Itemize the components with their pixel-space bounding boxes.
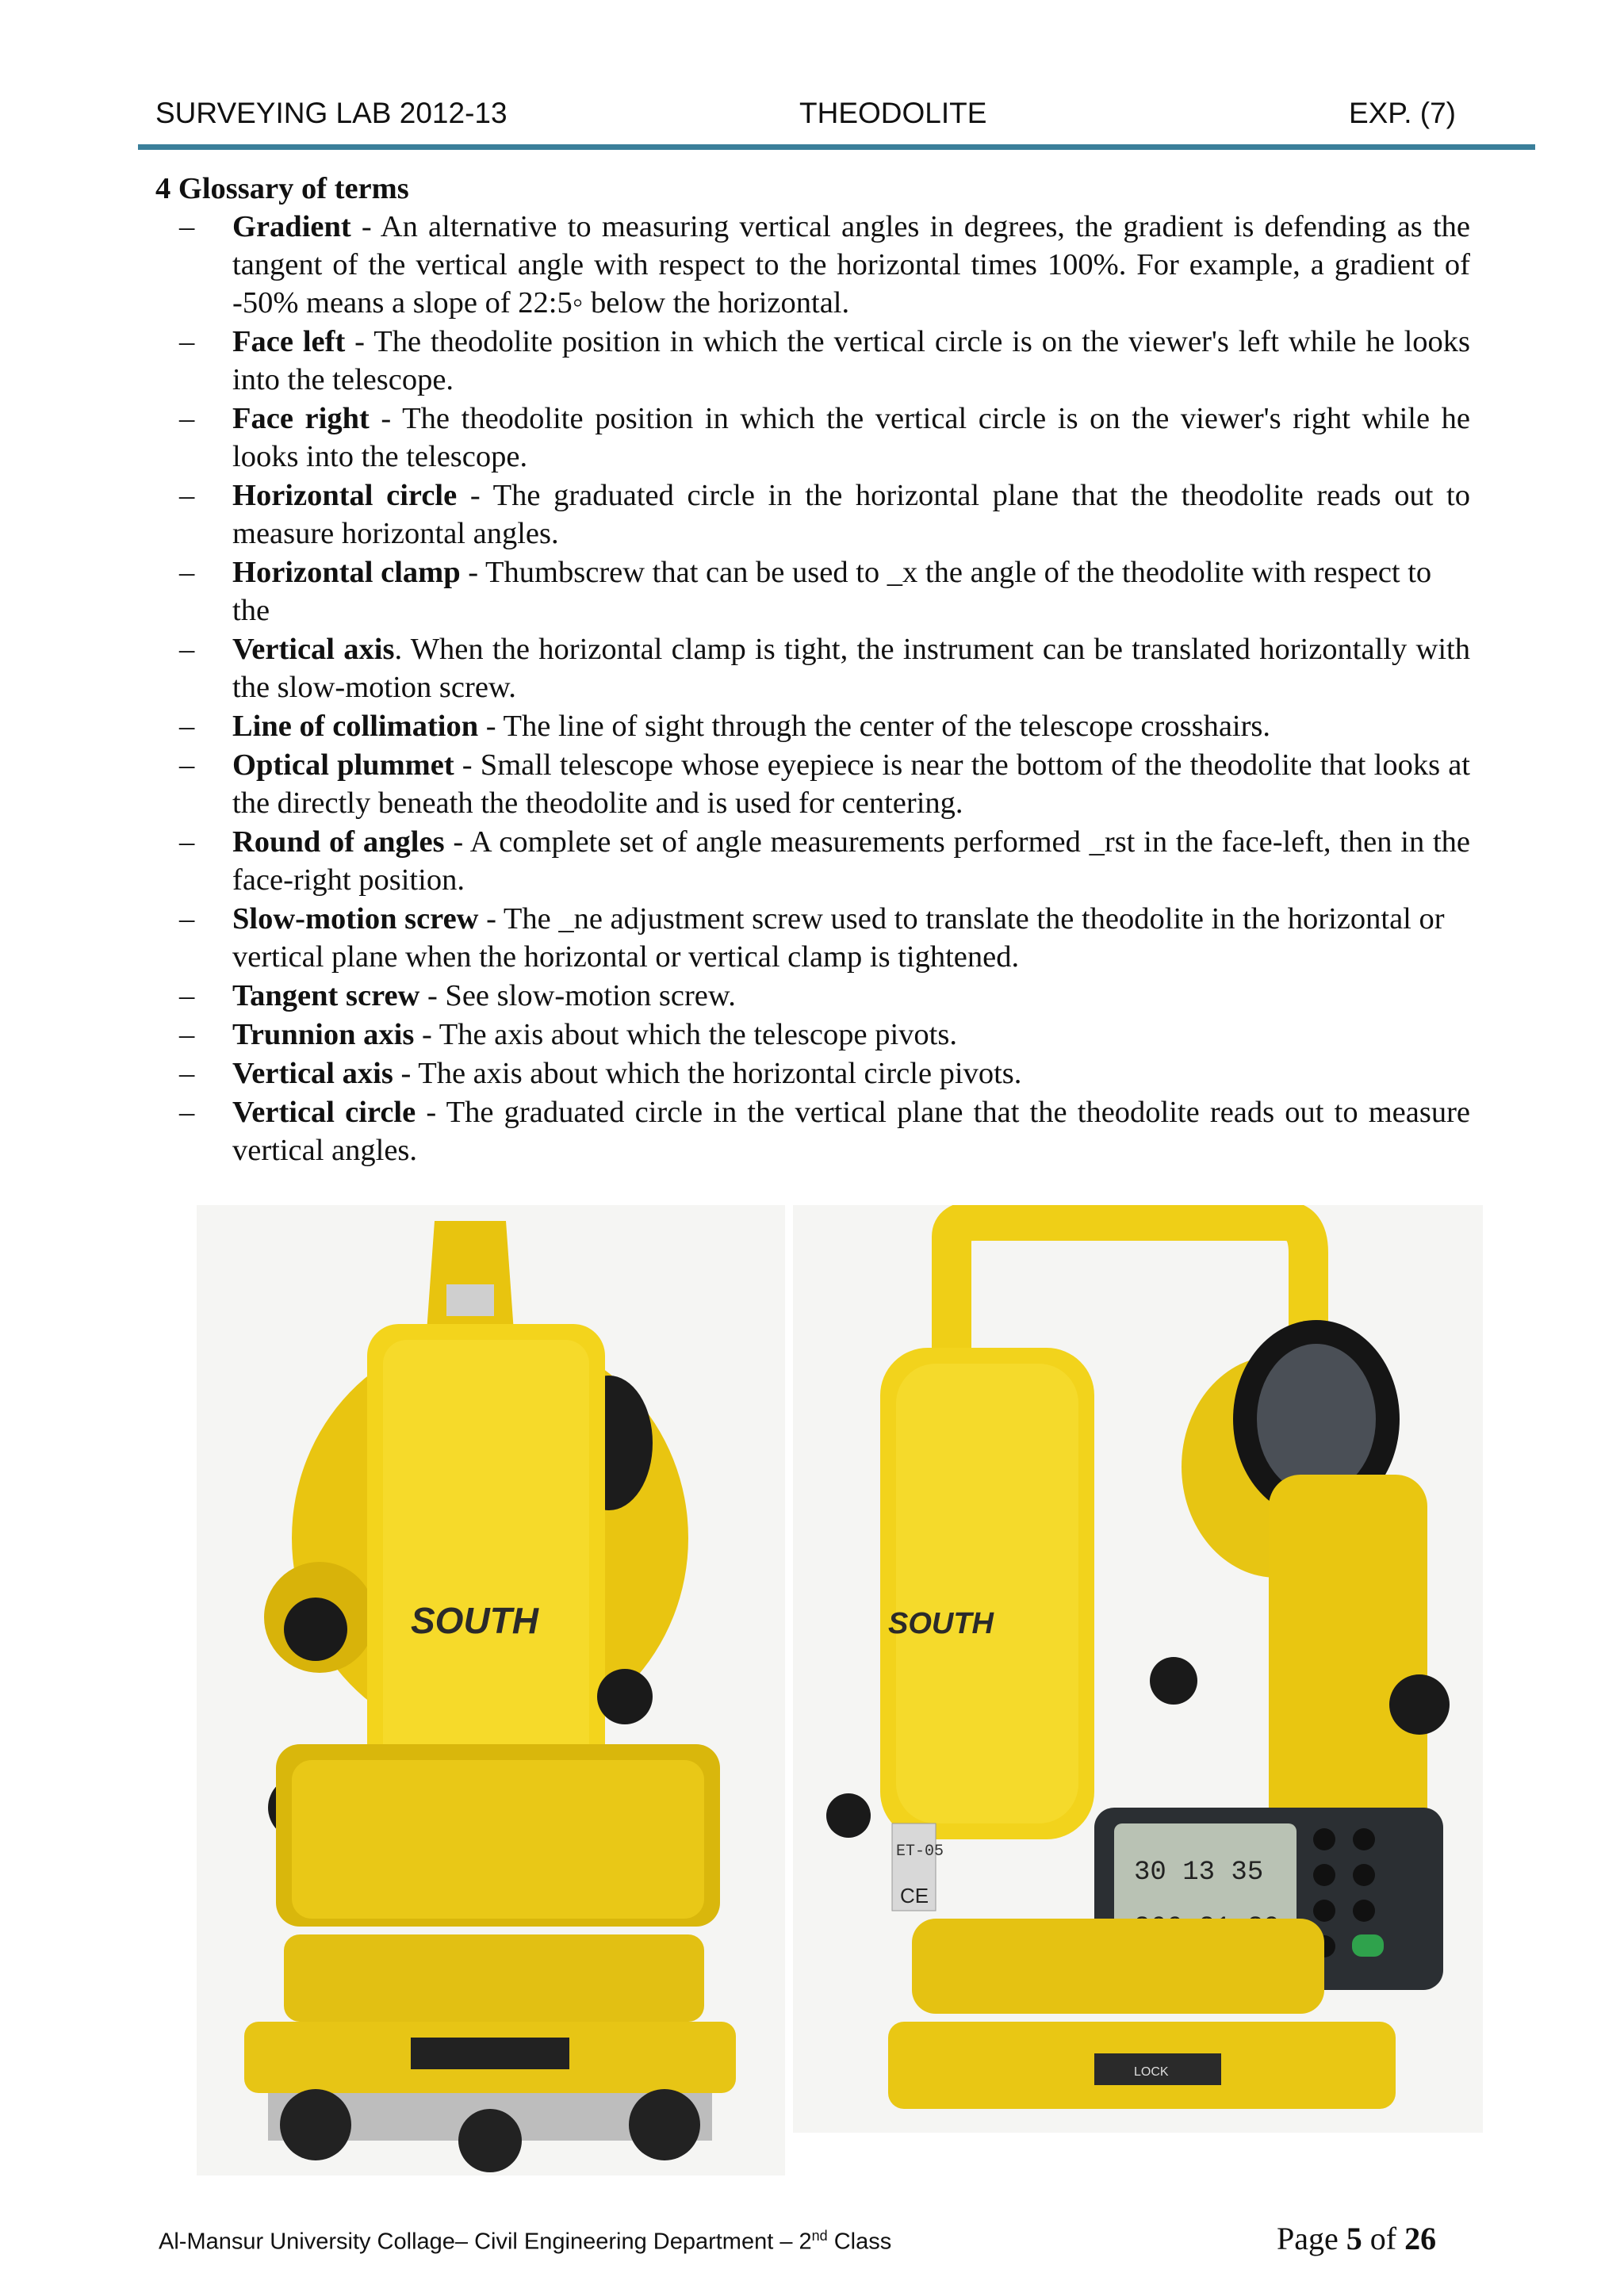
list-dash: – xyxy=(179,402,195,435)
glossary-definition: - A complete set of angle measurements performed _rst in the face-left, then in the face-right position. xyxy=(232,825,1470,897)
header-experiment: EXP. (7) xyxy=(1348,97,1456,129)
theodolite-photo-back xyxy=(197,1205,785,2175)
footer-institution xyxy=(159,2228,891,2256)
glossary-list xyxy=(155,208,1470,1169)
glossary-item xyxy=(155,1054,1470,1093)
header-rule xyxy=(138,144,1535,150)
glossary-item xyxy=(155,1093,1470,1169)
glossary-definition: - The _ne adjustment screw used to translate the theodolite in the horizontal or vertical plane when the horizontal or vertical clamp is tightened. xyxy=(232,902,1445,974)
glossary-term: Round of angles xyxy=(232,825,445,859)
glossary-definition: - The theodolite position in which the vertical circle is on the viewer's left while he looks into the telescope. xyxy=(232,325,1470,396)
glossary-definition: - An alternative to measuring vertical angles in degrees, the gradient is defending as the tangent of the vertical angle with respect to the horizontal times 100%. For example, a gradient of -50% means a slope of 22:5◦ below the horizontal. xyxy=(232,210,1470,320)
glossary-item xyxy=(155,553,1470,629)
right-ce-text: CE xyxy=(900,1884,929,1908)
glossary-term: Face right xyxy=(232,402,370,435)
glossary-term: Vertical axis xyxy=(232,633,395,666)
list-dash: – xyxy=(179,633,195,666)
glossary-term: Vertical circle xyxy=(232,1096,416,1129)
page-current: 5 xyxy=(1346,2221,1362,2256)
list-dash: – xyxy=(179,479,195,512)
glossary-definition: - The line of sight through the center of the telescope crosshairs. xyxy=(478,710,1271,743)
glossary-term: Horizontal clamp xyxy=(232,556,461,589)
footer-class-label: Class xyxy=(827,2229,892,2255)
right-model-text: ET-05 xyxy=(896,1843,944,1861)
glossary-definition: - The axis about which the telescope pivots. xyxy=(414,1018,957,1051)
section-title: 4 Glossary of terms xyxy=(155,172,409,205)
glossary-item xyxy=(155,208,1470,322)
glossary-term: Optical plummet xyxy=(232,748,454,782)
list-dash: – xyxy=(179,902,195,936)
glossary-term: Trunnion axis xyxy=(232,1018,415,1051)
glossary-definition: - The graduated circle in the horizontal plane that the theodolite reads out to measure horizontal angles. xyxy=(232,479,1470,550)
glossary-term: Tangent screw xyxy=(232,979,420,1012)
glossary-item xyxy=(155,900,1470,976)
header-course: SURVEYING LAB 2012-13 xyxy=(155,97,508,129)
page-of: of xyxy=(1362,2221,1405,2256)
list-dash: – xyxy=(179,556,195,589)
glossary-term: Vertical axis xyxy=(232,1057,393,1090)
display-line-1: 30 13 35 xyxy=(1134,1858,1264,1888)
list-dash: – xyxy=(179,825,195,859)
glossary-definition: - The graduated circle in the vertical plane that the theodolite reads out to measure vertical angles. xyxy=(232,1096,1470,1167)
page-total: 26 xyxy=(1404,2221,1437,2256)
glossary-definition: - See slow-motion screw. xyxy=(419,979,736,1012)
glossary-term: Gradient xyxy=(232,210,351,243)
glossary-item xyxy=(155,746,1470,822)
list-dash: – xyxy=(179,979,195,1012)
left-brand-text: SOUTH xyxy=(411,1600,538,1641)
glossary-section xyxy=(155,170,1470,1170)
list-dash: – xyxy=(179,1057,195,1090)
glossary-item xyxy=(155,323,1470,399)
glossary-item xyxy=(155,400,1470,476)
footer-institution-main: Al-Mansur University Collage– Civil Engineering Department – 2 xyxy=(159,2229,812,2255)
page-header xyxy=(155,97,1456,136)
list-dash: – xyxy=(179,710,195,743)
glossary-definition: - The axis about which the horizontal circle pivots. xyxy=(393,1057,1022,1090)
theodolite-photo-front xyxy=(793,1205,1483,2133)
page-label: Page xyxy=(1277,2221,1346,2256)
glossary-item xyxy=(155,707,1470,745)
glossary-definition: - Small telescope whose eyepiece is near the bottom of the theodolite that looks at the directly beneath the theodolite and is used for centering. xyxy=(232,748,1470,820)
glossary-definition: . When the horizontal clamp is tight, the instrument can be translated horizontally with the slow-motion screw. xyxy=(232,633,1470,704)
header-topic: THEODOLITE xyxy=(799,97,987,129)
glossary-item xyxy=(155,476,1470,553)
right-brand-text: SOUTH xyxy=(888,1607,994,1640)
glossary-term: Slow-motion screw xyxy=(232,902,479,936)
list-dash: – xyxy=(179,1018,195,1051)
list-dash: – xyxy=(179,325,195,358)
glossary-definition: - Thumbscrew that can be used to _x the angle of the theodolite with respect to the xyxy=(232,556,1432,627)
glossary-term: Line of collimation xyxy=(232,710,479,743)
page-number xyxy=(1277,2220,1436,2257)
lock-label: LOCK xyxy=(1134,2065,1169,2079)
list-dash: – xyxy=(179,748,195,782)
glossary-item xyxy=(155,630,1470,706)
list-dash: – xyxy=(179,210,195,243)
glossary-item xyxy=(155,1016,1470,1054)
glossary-term: Face left xyxy=(232,325,346,358)
glossary-definition: - The theodolite position in which the vertical circle is on the viewer's right while he looks into the telescope. xyxy=(232,402,1470,473)
footer-ordinal-suffix: nd xyxy=(811,2228,828,2244)
glossary-item xyxy=(155,823,1470,899)
glossary-term: Horizontal circle xyxy=(232,479,458,512)
list-dash: – xyxy=(179,1096,195,1129)
glossary-item xyxy=(155,977,1470,1015)
